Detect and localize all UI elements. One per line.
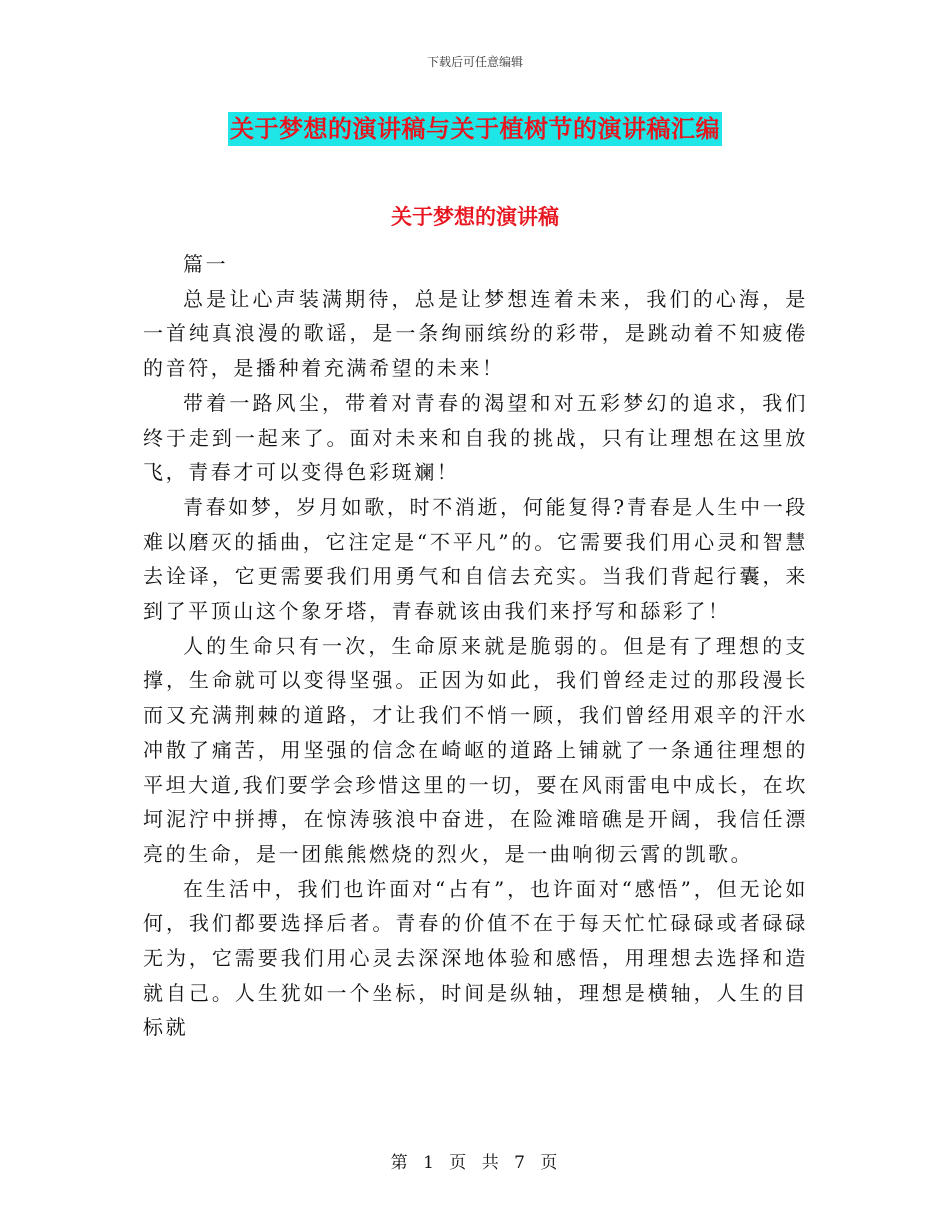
paragraph: 人的生命只有一次，生命原来就是脆弱的。但是有了理想的支撑，生命就可以变得坚强。正因为如此，我们曾经走过的那段漫长而又充满荆棘的道路，才让我们不悄一顾，我们曾经用艰辛的汗水冲散了痛苦，用坚强的信念在崎岖的道路上铺就了一条通往理想的平坦大道,我们要学会珍惜这里的一切，要在风雨雷电中成长，在坎坷泥泞中拼搏，在惊涛骇浪中奋进，在险滩暗礁是开阔，我信任漂亮的生命，是一团熊熊燃烧的烈火，是一曲响彻云霄的凯歌。 bbox=[143, 633, 808, 866]
document-body bbox=[143, 247, 808, 1045]
paragraph: 带着一路风尘，带着对青春的渴望和对五彩梦幻的追求，我们终于走到一起来了。面对未来和自我的挑战，只有让理想在这里放飞，青春才可以变得色彩斑斓！ bbox=[143, 390, 808, 485]
main-title: 关于梦想的演讲稿与关于植树节的演讲稿汇编 bbox=[228, 112, 722, 146]
paragraph: 在生活中，我们也许面对“占有”，也许面对“感悟”，但无论如何，我们都要选择后者。青春的价值不在于每天忙忙碌碌或者碌碌无为，它需要我们用心灵去深深地体验和感悟，用理想去选择和造就自己。人生犹如一个坐标，时间是纵轴，理想是横轴，人生的目标就 bbox=[143, 876, 808, 1040]
section-title: 关于梦想的演讲稿 bbox=[391, 205, 559, 229]
header-note: 下载后可任意编辑 bbox=[426, 55, 523, 69]
paragraph: 篇一 bbox=[183, 252, 229, 276]
main-title-wrap bbox=[0, 112, 950, 146]
paragraph: 总是让心声装满期待，总是让梦想连着未来，我们的心海，是一首纯真浪漫的歌谣，是一条绚丽缤纷的彩带，是跳动着不知疲倦的音符，是播种着充满希望的未来！ bbox=[143, 286, 808, 381]
paragraph: 青春如梦，岁月如歌，时不消逝，何能复得?青春是人生中一段难以磨灭的插曲，它注定是“不平凡”的。它需要我们用心灵和智慧去诠译，它更需要我们用勇气和自信去充实。当我们背起行囊，来到了平顶山这个象牙塔，青春就该由我们来抒写和舔彩了！ bbox=[143, 494, 808, 624]
page-number: 第 1 页 共 7 页 bbox=[390, 1153, 560, 1173]
